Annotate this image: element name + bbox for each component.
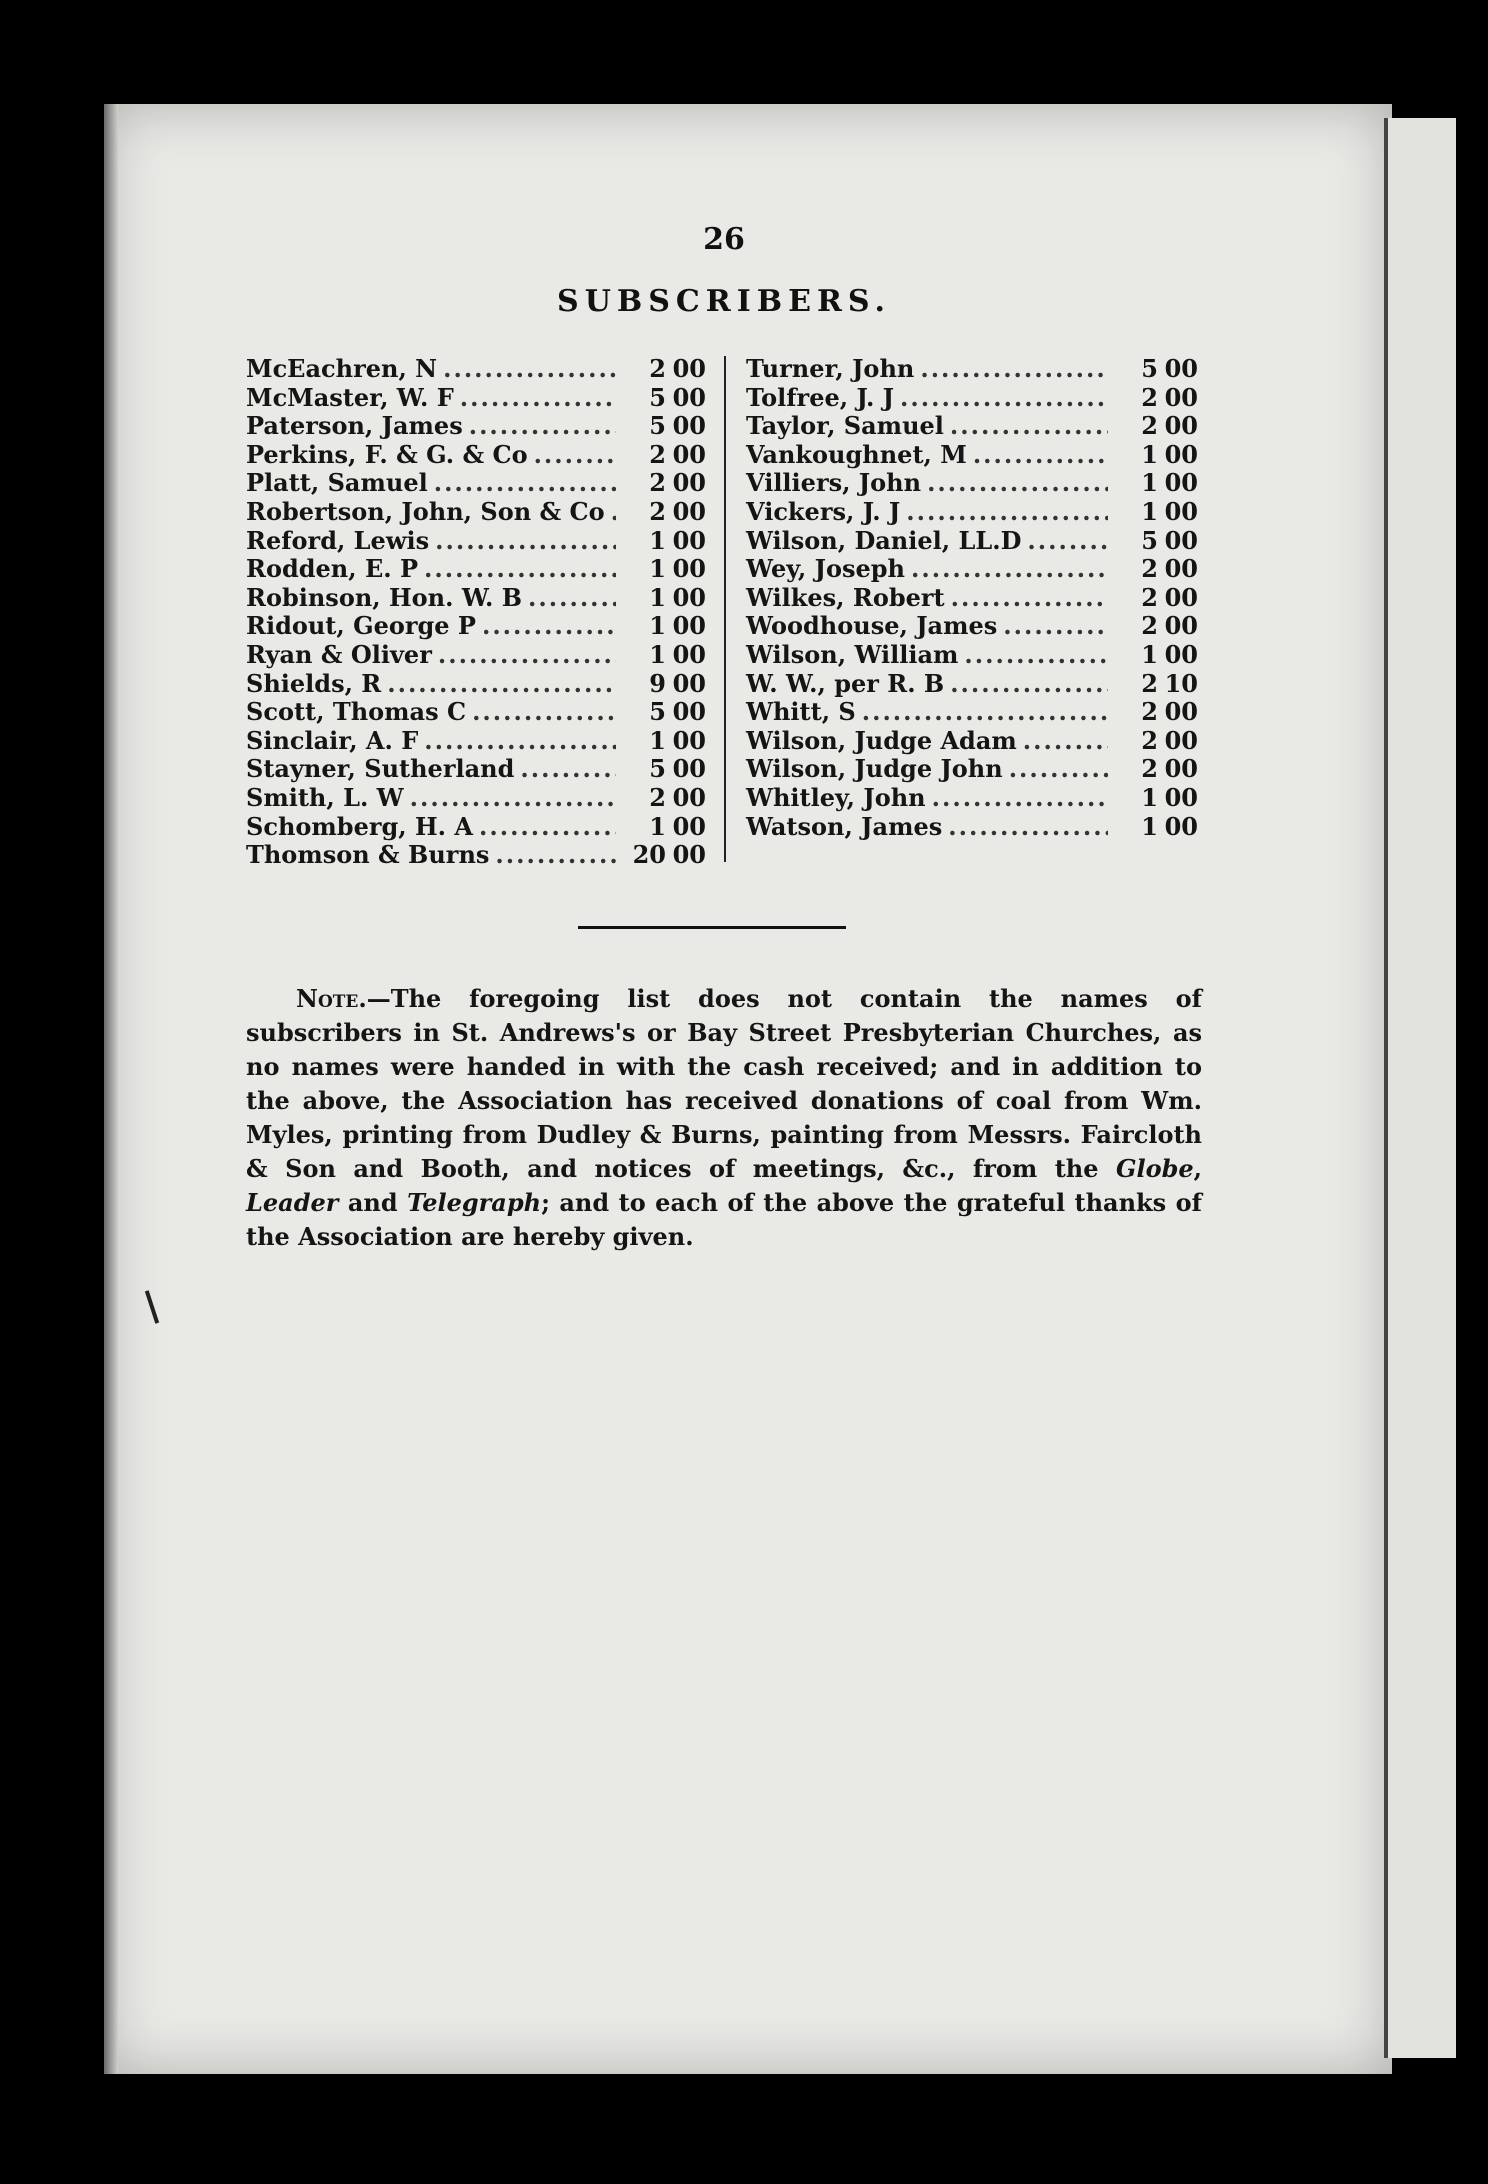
subscriber-row [246,669,706,698]
amount-cents: 00 [672,525,706,555]
subscriber-name: Rodden, E. P [246,554,418,584]
subscriber-row [746,497,1198,526]
subscriber-row [246,783,706,812]
amount-cents: 00 [1164,382,1198,412]
amount-dollars: 1 [649,525,666,555]
leader-dots [948,812,1108,841]
amount-cents: 00 [1164,582,1198,612]
subscriber-name: McMaster, W. F [246,382,454,412]
amount-dollars: 1 [1141,468,1158,498]
leader-dots [438,640,616,669]
subscriber-row [246,411,706,440]
amount-dollars: 1 [649,725,666,755]
subscriber-name: Wilson, Judge Adam [746,725,1017,755]
leader-dots [1003,611,1108,640]
amount-dollars: 1 [1141,811,1158,841]
subscriber-name: Whitt, S [746,697,856,727]
note-lead: Note. [296,984,367,1013]
amount-dollars: 5 [1141,354,1158,383]
subscriber-name: Wey, Joseph [746,554,905,584]
amount-dollars: 2 [1141,582,1158,612]
adjacent-page-edge [1384,118,1456,2058]
amount-dollars: 2 [1141,554,1158,584]
subscriber-name: Villiers, John [746,468,922,498]
amount-dollars: 2 [649,496,666,526]
subscriber-row [746,554,1198,583]
subscriber-row [246,583,706,612]
note-globe: Globe [1115,1154,1194,1183]
amount-dollars: 9 [649,668,666,698]
leader-dots [424,554,616,583]
amount-dollars: 1 [1141,496,1158,526]
page-title: SUBSCRIBERS. [557,284,891,319]
note-comma: , [1193,1154,1202,1183]
amount-dollars: 20 [632,840,666,870]
subscriber-row [246,812,706,841]
leader-dots [435,526,616,555]
leader-dots [920,354,1108,383]
amount-cents: 00 [1164,782,1198,812]
leader-dots [469,411,616,440]
leader-dots [973,440,1108,469]
page-number: 26 [703,222,745,257]
amount-dollars: 2 [1141,611,1158,641]
subscriber-row [246,383,706,412]
subscriber-row [746,611,1198,640]
leader-dots [387,669,616,698]
subscriber-row [246,726,706,755]
amount-cents: 00 [672,754,706,784]
leader-dots [900,383,1108,412]
amount-cents: 00 [1164,611,1198,641]
column-divider [724,356,726,862]
amount-dollars: 5 [649,382,666,412]
leader-dots [950,411,1108,440]
amount-cents: 00 [1164,725,1198,755]
subscriber-row [246,554,706,583]
subscriber-name: Wilkes, Robert [746,582,945,612]
subscriber-name: Vankoughnet, M [746,439,967,469]
amount-dollars: 2 [1141,382,1158,412]
subscriber-row [746,812,1198,841]
leader-dots [443,354,616,383]
leader-dots [534,440,616,469]
leader-dots [611,497,616,526]
leader-dots [964,640,1108,669]
amount-dollars: 5 [649,754,666,784]
amount-cents: 00 [672,468,706,498]
subscriber-row [746,354,1198,383]
amount-cents: 10 [1164,668,1198,698]
note-paragraph [246,982,1202,1254]
amount-dollars: 2 [1141,411,1158,441]
subscriber-name: Thomson & Burns [246,840,490,870]
note-text-part2: ; and to each of the above the grateful thanks of the Association are hereby given. [246,1188,1202,1251]
leader-dots [862,697,1108,726]
leader-dots [495,840,616,869]
leader-dots [951,583,1108,612]
subscriber-name: Shields, R [246,668,382,698]
amount-cents: 00 [672,411,706,441]
amount-dollars: 2 [649,782,666,812]
amount-cents: 00 [1164,411,1198,441]
leader-dots [927,468,1108,497]
leader-dots [472,697,616,726]
amount-dollars: 2 [1141,754,1158,784]
amount-cents: 00 [1164,697,1198,727]
subscriber-row [746,669,1198,698]
amount-cents: 00 [1164,496,1198,526]
subscriber-row [746,526,1198,555]
leader-dots [1027,526,1108,555]
subscriber-name: Reford, Lewis [246,525,430,555]
amount-cents: 00 [672,554,706,584]
subscriber-name: Perkins, F. & G. & Co [246,439,528,469]
amount-dollars: 1 [649,611,666,641]
subscribers-right-column [746,354,1198,840]
amount-cents: 00 [1164,639,1198,669]
subscriber-row [746,583,1198,612]
subscriber-row [746,726,1198,755]
subscriber-name: Stayner, Sutherland [246,754,515,784]
subscriber-row [746,468,1198,497]
subscriber-name: Taylor, Samuel [746,411,944,441]
leader-dots [932,783,1108,812]
amount-dollars: 2 [1141,697,1158,727]
amount-dollars: 1 [1141,639,1158,669]
amount-cents: 00 [672,439,706,469]
amount-dollars: 2 [1141,668,1158,698]
subscribers-left-column [246,354,706,869]
subscriber-row [246,497,706,526]
subscriber-name: Robinson, Hon. W. B [246,582,523,612]
amount-cents: 00 [1164,468,1198,498]
subscriber-row [746,754,1198,783]
amount-cents: 00 [1164,439,1198,469]
amount-cents: 00 [1164,754,1198,784]
amount-cents: 00 [672,354,706,383]
subscriber-name: Smith, L. W [246,782,404,812]
subscriber-row [746,697,1198,726]
note-telegraph: Telegraph [407,1188,542,1217]
amount-cents: 00 [1164,554,1198,584]
note-leader: Leader [246,1188,339,1217]
amount-cents: 00 [1164,354,1198,383]
leader-dots [906,497,1108,526]
subscriber-name: Whitley, John [746,782,926,812]
subscriber-name: Ryan & Oliver [246,639,432,669]
subscriber-name: Paterson, James [246,411,463,441]
subscriber-row [246,754,706,783]
subscriber-row [246,697,706,726]
leader-dots [520,754,616,783]
amount-cents: 00 [672,840,706,870]
leader-dots [482,611,616,640]
note-and: and [338,1188,408,1217]
amount-cents: 00 [672,382,706,412]
amount-dollars: 1 [1141,439,1158,469]
subscriber-name: Robertson, John, Son & Co [246,496,605,526]
page-binding-edge [104,104,118,2074]
subscriber-name: Tolfree, J. J [746,382,895,412]
subscriber-name: Ridout, George P [246,611,476,641]
leader-dots [911,554,1108,583]
subscriber-name: Woodhouse, James [746,611,998,641]
amount-cents: 00 [1164,525,1198,555]
amount-dollars: 2 [1141,725,1158,755]
amount-cents: 00 [672,782,706,812]
subscriber-name: Platt, Samuel [246,468,428,498]
leader-dots [950,669,1108,698]
leader-dots [410,783,616,812]
subscriber-row [746,783,1198,812]
amount-dollars: 1 [1141,782,1158,812]
amount-dollars: 5 [649,697,666,727]
subscriber-row [246,526,706,555]
amount-dollars: 1 [649,582,666,612]
subscriber-name: Scott, Thomas C [246,697,467,727]
subscriber-row [246,611,706,640]
subscriber-name: Sinclair, A. F [246,725,419,755]
amount-dollars: 1 [649,554,666,584]
amount-dollars: 2 [649,354,666,383]
subscriber-row [246,468,706,497]
subscriber-row [246,640,706,669]
amount-dollars: 1 [649,639,666,669]
subscriber-name: Turner, John [746,354,915,383]
subscriber-row [246,840,706,869]
subscriber-row [746,640,1198,669]
amount-dollars: 2 [649,439,666,469]
subscriber-name: Vickers, J. J [746,496,901,526]
subscriber-row [746,411,1198,440]
subscriber-row [246,354,706,383]
leader-dots [460,383,616,412]
amount-cents: 00 [672,725,706,755]
subscriber-row [746,383,1198,412]
amount-dollars: 2 [649,468,666,498]
amount-cents: 00 [672,639,706,669]
amount-dollars: 1 [649,811,666,841]
subscriber-row [746,440,1198,469]
subscriber-name: Wilson, William [746,639,959,669]
amount-cents: 00 [672,668,706,698]
subscriber-name: Schomberg, H. A [246,811,473,841]
subscriber-name: Wilson, Daniel, LL.D [746,525,1022,555]
leader-dots [424,726,616,755]
leader-dots [1023,726,1108,755]
amount-cents: 00 [672,582,706,612]
amount-cents: 00 [672,496,706,526]
amount-cents: 00 [1164,811,1198,841]
amount-cents: 00 [672,697,706,727]
subscriber-row [246,440,706,469]
subscriber-name: Watson, James [746,811,943,841]
subscriber-name: Wilson, Judge John [746,754,1003,784]
leader-dots [528,583,616,612]
amount-cents: 00 [672,811,706,841]
amount-dollars: 5 [1141,525,1158,555]
leader-dots [479,812,616,841]
section-rule [578,926,846,929]
leader-dots [434,468,616,497]
amount-cents: 00 [672,611,706,641]
subscriber-name: W. W., per R. B [746,668,945,698]
note-text-part1: —The foregoing list does not contain the names of subscribers in St. Andrews's or Bay Street Presbyterian Churches, as no names were handed in with the cash received; and in addition to the above, the Association has received donations of coal from Wm. Myles, printing from Dudley & Burns, painting from Messrs. Faircloth & Son and Booth, and notices of meetings, &c., from the [246,984,1202,1183]
subscriber-name: McEachren, N [246,354,438,383]
amount-dollars: 5 [649,411,666,441]
leader-dots [1009,754,1108,783]
